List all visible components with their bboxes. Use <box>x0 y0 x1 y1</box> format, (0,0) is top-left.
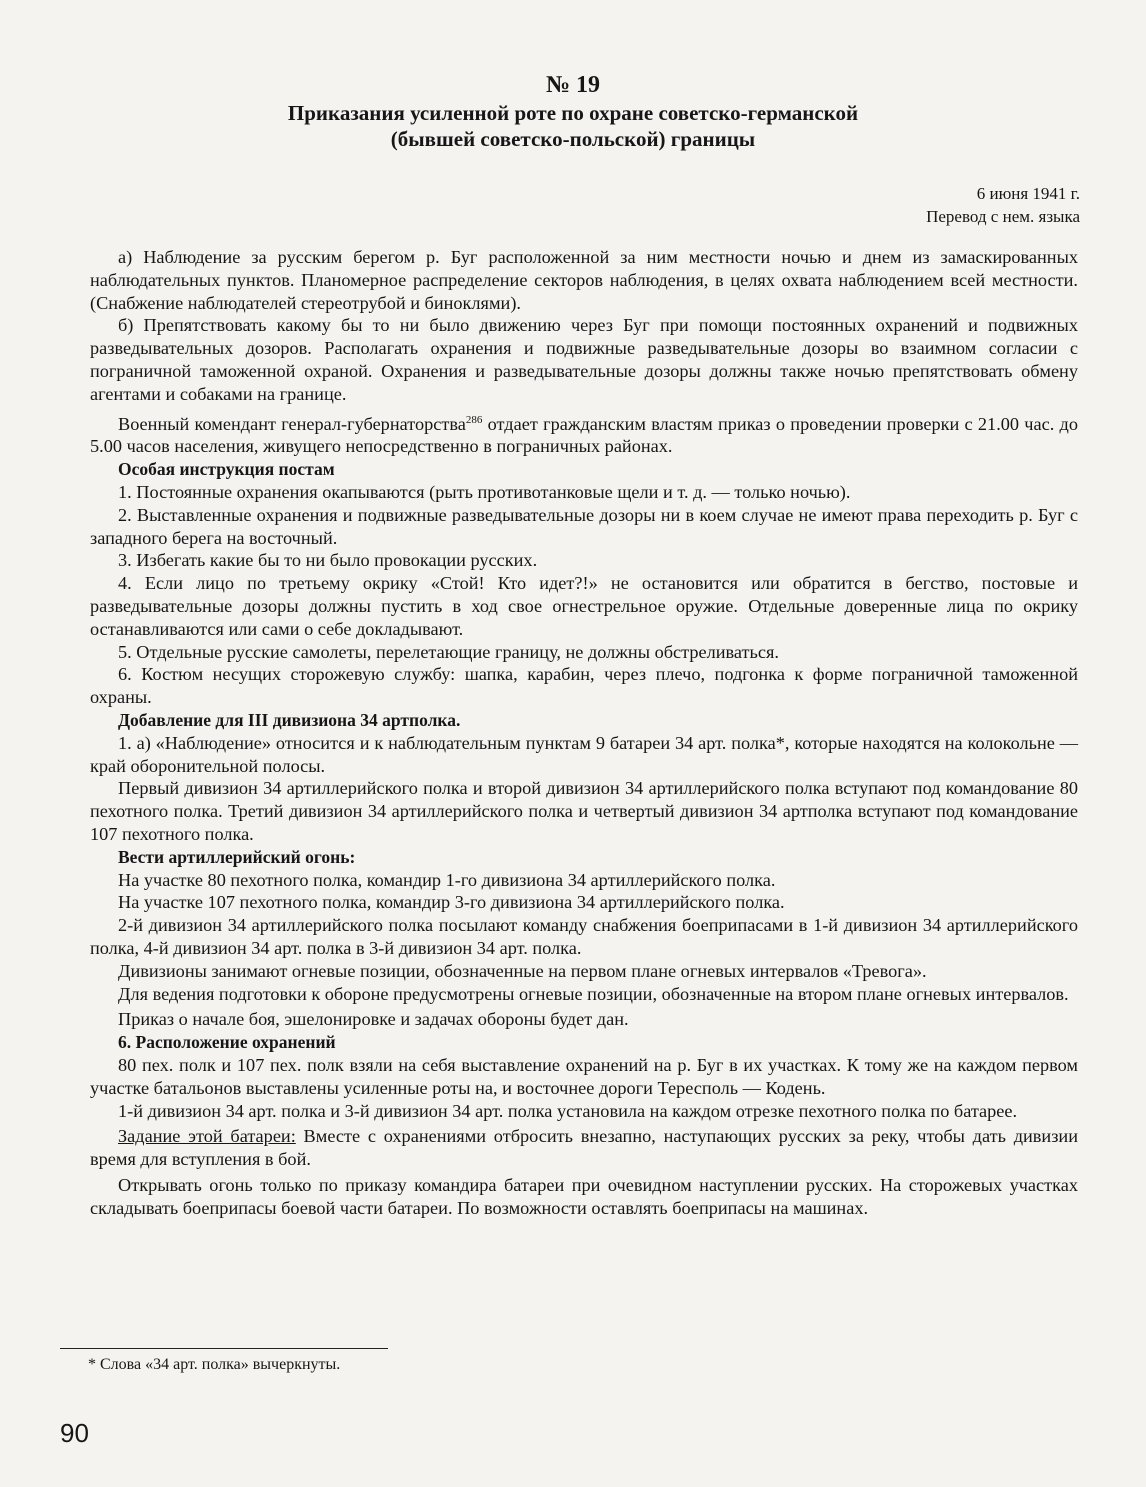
fire-item-5: Для ведения подготовки к обороне предусмотрены огневые позиции, обозначенные на втором плане огневых интервалов. <box>118 983 1069 1004</box>
placement-item-1: 80 пех. полк и 107 пех. полк взяли на себя выставление охранений на р. Буг в их участках. К тому же на каждом первом участке батальонов выставлены усиленные роты на, и восточнее дороги Тересполь — Кодень. <box>90 1054 1078 1098</box>
addition-item-1: 1. а) «Наблюдение» относится и к наблюдательным пунктам 9 батареи 34 арт. полка*, которые находятся на колокольне — край оборонительной полосы. <box>90 732 1078 776</box>
document-number: № 19 <box>545 72 601 98</box>
instruction-item-4: 4. Если лицо по третьему окрику «Стой! Кто идет?!» не остановится или обратится в бегство, постовые и разведывательные дозоры должны пустить в ход свое огнестрельное оружие. Отдельные доверенные лица по окрику останавливаются или сами о себе докладывают. <box>90 573 1078 639</box>
fire-item-4: Дивизионы занимают огневые позиции, обозначенные на первом плане огневых интервалов «Тревога». <box>118 960 927 981</box>
document-title-line-2: (бывшей советско-польской) границы <box>390 127 756 151</box>
instruction-item-6: 6. Костюм несущих сторожевую службу: шапка, карабин, через плечо, подгонка к форме пограничной таможенной охраны. <box>90 664 1078 708</box>
fire-item-2: На участке 107 пехотного полка, командир 3-го дивизиона 34 артиллерийского полка. <box>118 892 785 913</box>
heading-special-instruction: Особая инструкция постам <box>118 459 335 480</box>
footnote: * Слова «34 арт. полка» вычеркнуты. <box>88 1356 341 1373</box>
footnote-ref-286: 286 <box>465 413 483 426</box>
battery-task-text: Вместе с охранениями отбросить внезапно, наступающих русских за реку, чтобы дать дивизии время для вступления в бой. <box>90 1126 1078 1170</box>
battery-task-label: Задание этой батареи: <box>118 1126 296 1147</box>
fire-item-1: На участке 80 пехотного полка, командир 1-го дивизиона 34 артиллерийского полка. <box>118 869 776 890</box>
battery-task <box>90 1125 1078 1171</box>
instruction-item-2: 2. Выставленные охранения и подвижные разведывательные дозоры ни в коем случае не имеют права переходить р. Буг с западного берега на восточный. <box>90 504 1078 548</box>
document-meta <box>926 182 1080 228</box>
paragraph-commandant <box>90 409 1078 459</box>
heading-addition: Добавление для III дивизиона 34 артполка. <box>118 710 461 731</box>
fire-item-3: 2-й дивизион 34 артиллерийского полка посылают команду снабжения боеприпасами в 1-й дивизион 34 артиллерийского полка, 4-й дивизион 34 арт. полка в 3-й дивизион 34 арт. полка. <box>90 915 1078 958</box>
document-title-line-1: Приказания усиленной роте по охране советско-германской <box>287 101 859 125</box>
document-date: 6 июня 1941 г. <box>976 184 1080 203</box>
instruction-item-1: 1. Постоянные охранения окапываются (рыть противотанковые щели и т. д. — только ночью). <box>118 482 851 503</box>
footnote-divider <box>60 1348 388 1349</box>
commandant-text-start: Военный комендант генерал-губернаторства <box>118 413 466 434</box>
fire-item-6: Приказ о начале боя, эшелонировке и задачах обороны будет дан. <box>118 1009 629 1030</box>
commandant-text-end: отдает гражданским властям приказ о проведении проверки с 21.00 час. до 5.00 часов населения, живущего непосредственно в пограничных районах. <box>90 413 1078 457</box>
paragraph-observation: а) Наблюдение за русским берегом р. Буг расположенной за ним местности ночью и днем из замаскированных наблюдательных пунктов. Планомерное распределение секторов наблюдения, в целях охвата наблюдением всей местности. (Снабжение наблюдателей стереотрубой и биноклями). <box>90 247 1078 313</box>
page-number: 90 <box>60 1418 89 1448</box>
addition-item-2: Первый дивизион 34 артиллерийского полка и второй дивизион 34 артиллерийского полка вступают под командование 80 пехотного полка. Третий дивизион 34 артиллерийского полка и четвертый дивизион 34 артполка вступают под командование 107 пехотного полка. <box>90 778 1078 845</box>
heading-placement: 6. Расположение охранений <box>118 1032 336 1053</box>
heading-artillery-fire: Вести артиллерийский огонь: <box>118 846 356 867</box>
instruction-item-5: 5. Отдельные русские самолеты, перелетающие границу, не должны обстреливаться. <box>118 641 779 662</box>
translation-note: Перевод с нем. языка <box>926 207 1080 226</box>
instruction-item-3: 3. Избегать какие бы то ни было провокации русских. <box>118 550 538 571</box>
placement-item-2: 1-й дивизион 34 арт. полка и 3-й дивизион 34 арт. полка установила на каждом отрезке пехотного полка по батарее. <box>118 1100 1018 1121</box>
paragraph-movement: б) Препятствовать какому бы то ни было движению через Буг при помощи постоянных охранений и подвижных разведывательных дозоров. Располагать охранения и подвижные разведывательные дозоры во взаимном согласии с пограничной таможенной охраной. Охранения и разведывательные дозоры должны также ночью препятствовать обмену агентами и собаками на границе. <box>90 315 1078 404</box>
paragraph-open-fire: Открывать огонь только по приказу командира батареи при очевидном наступлении русских. На сторожевых участках складывать боеприпасы боевой части батареи. По возможности оставлять боеприпасы на машинах. <box>90 1174 1078 1218</box>
document-body <box>90 246 1078 1220</box>
document-header <box>0 70 1146 152</box>
